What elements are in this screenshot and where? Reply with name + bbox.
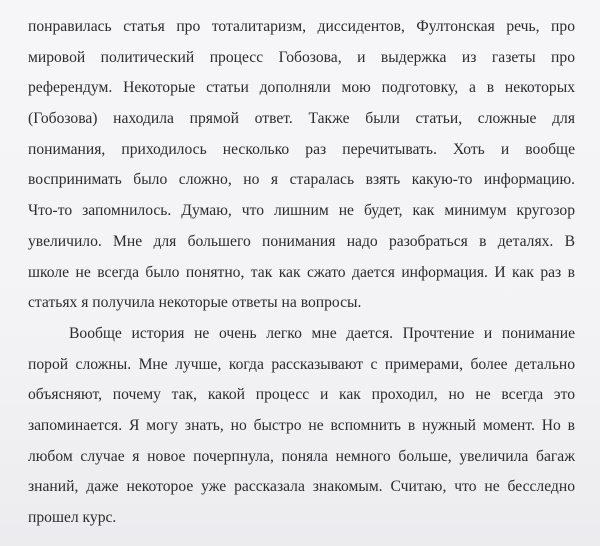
text-line: понимания, приходилось несколько раз перечитывать. Хоть и вообще [28,140,575,158]
document-page [28,12,575,534]
text-line: мировой политический процесс Гобозова, и выдержка из газеты про [28,48,575,66]
text-line: увеличило. Мне для большего понимания надо разобраться в деталях. В [28,232,575,250]
text-line: объясняют, почему так, какой процесс и как проходил, но не всегда это [28,386,575,404]
text-line: воспринимать было сложно, но я старалась взять какую-то информацию. [28,171,575,189]
text-line: прошел курс. [28,509,117,526]
text-line: школе не всегда было понятно, так как сжато дается информация. И как раз в [28,263,575,281]
text-line: Вообще история не очень легко мне дается. Прочтение и понимание [69,324,575,342]
text-line: (Гобозова) находила прямой ответ. Также были статьи, сложные для [28,110,575,128]
text-line: любом случае я новое почерпнула, поняла немного больше, увеличила багаж [28,447,575,465]
text-line: Что-то запомнилось. Думаю, что лишним не будет, как минимум кругозор [28,202,575,220]
text-line: запоминается. Я могу знать, но быстро не вспомнить в нужный момент. Но в [28,416,575,434]
text-line: понравилась статья про тоталитаризм, диссидентов, Фултонская речь, про [28,18,575,35]
text-line: порой сложны. Мне лучше, когда рассказывают с примерами, более детально [28,355,575,373]
text-line: референдум. Некоторые статьи дополняли мою подготовку, а в некоторых [28,79,575,97]
text-line: статьях я получила некоторые ответы на вопросы. [28,294,362,312]
text-line: знаний, даже некоторое уже рассказала знакомым. Считаю, что не бесследно [28,478,575,496]
paragraph-1 [28,12,575,319]
paragraph-2 [28,319,575,534]
